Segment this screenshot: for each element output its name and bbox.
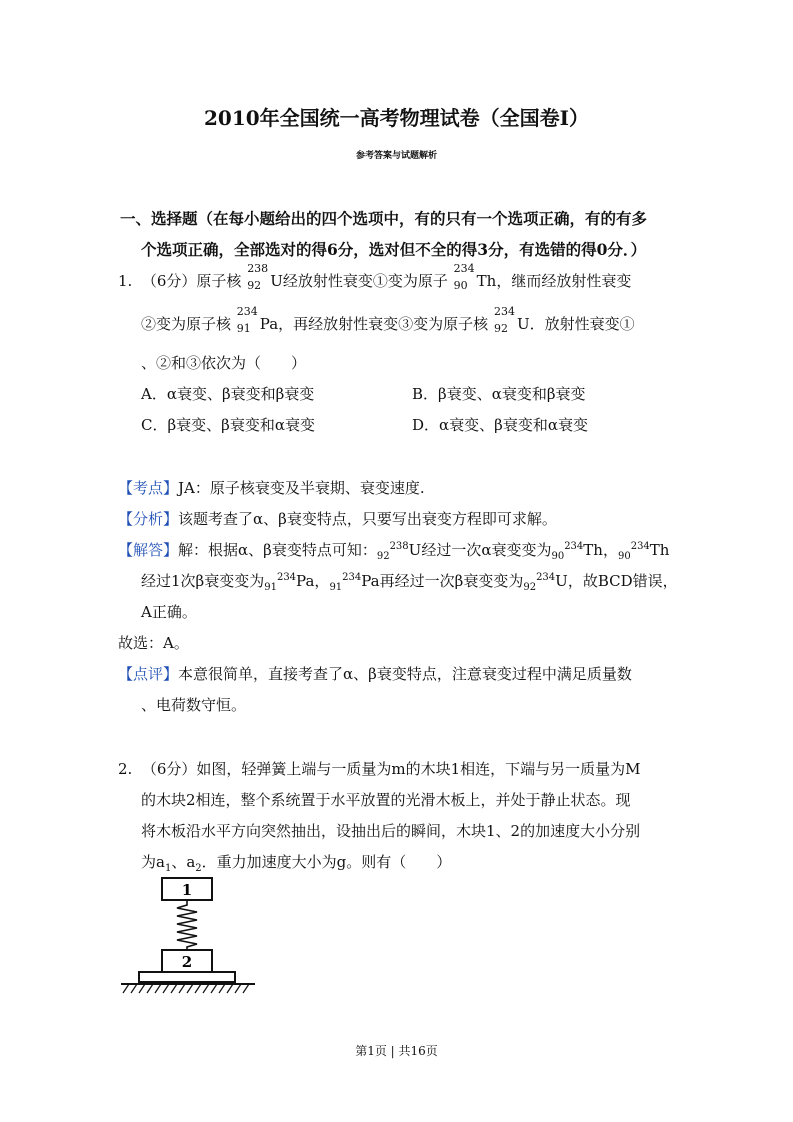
spring-block-diagram (115, 872, 265, 1002)
fenxi-tag: 【分析】 (118, 510, 179, 528)
jieda-line2: 经过1次β衰变变为$_{91}^{234}$Pa，$_{91}^{234}$Pa再经过一次β衰变变为$_{92}^{234}$U，故BCD错误， (141, 572, 678, 593)
dianping-line2: 、电荷数守恒。 (141, 696, 247, 714)
nuclide-pa234: 234 91 (236, 305, 258, 335)
option-a: A．α衰变、β衰变和β衰变 (141, 385, 315, 403)
question-number: 1. (118, 272, 133, 290)
spring (177, 900, 197, 950)
jieda-line3: A正确。 (141, 603, 197, 621)
block-2-label: 2 (181, 953, 193, 971)
jieda-tag: 【解答】 (118, 541, 179, 559)
page-subtitle: 参考答案与试题解析 (355, 151, 437, 161)
question-1-line1: 1. （6分）原子核 238 92 U经放射性衰变①变为原子 234 90 Th，继而经放射性衰变 (118, 262, 632, 292)
kaodian-line: 【考点】JA：原子核衰变及半衰期、衰变速度. (118, 479, 425, 497)
nuclide-u234: 234 92 (493, 305, 515, 335)
option-c: C．β衰变、β衰变和α衰变 (141, 416, 315, 434)
nuclide-u238: 238 92 (247, 262, 269, 292)
question-1-line2: ②变为原子核 234 91 Pa，再经放射性衰变③变为原子核 234 92 U．放射性衰变① (141, 305, 635, 335)
dianping-tag: 【点评】 (118, 665, 179, 683)
jieda-line1: 【解答】解：根据α、β衰变特点可知：$_{92}^{238}$U经过一次α衰变变为$_{90}^{234}$Th，$_{90}^{234}$Th (118, 541, 670, 562)
question-2-line3: 将木板沿水平方向突然抽出，设抽出后的瞬间，木块1、2的加速度大小分别 (141, 822, 641, 840)
kaodian-tag: 【考点】 (118, 479, 179, 497)
fenxi-line: 【分析】该题考查了α、β衰变特点，只要写出衰变方程即可求解。 (118, 510, 557, 528)
nuclide-th234: 234 90 (453, 262, 475, 292)
question-2-line2: 的木块2相连，整个系统置于水平放置的光滑木板上，并处于静止状态。现 (141, 791, 631, 809)
question-number: 2. (118, 760, 133, 778)
board (139, 972, 235, 982)
question-1-line3: 、②和③依次为（ ） (141, 354, 307, 372)
section-header-line1: 一、选择题（在每小题给出的四个选项中，有的只有一个选项正确，有的有多 (120, 209, 648, 228)
option-b: B．β衰变、α衰变和β衰变 (412, 385, 586, 403)
page-title: 2010年全国统一高考物理试卷（全国卷Ⅰ） (203, 106, 590, 130)
page-footer: 第1页 | 共16页 (355, 1044, 438, 1058)
question-2-line1: 2. （6分）如图，轻弹簧上端与一质量为m的木块1相连，下端与另一质量为M (118, 760, 641, 778)
option-d: D．α衰变、β衰变和α衰变 (412, 416, 588, 434)
ground-hatch (123, 984, 249, 993)
section-header-line2: 个选项正确，全部选对的得6分，选对但不全的得3分，有选错的得0分．） (141, 240, 647, 259)
block-1-label: 1 (181, 881, 193, 899)
answer-choice: 故选：A。 (118, 634, 189, 652)
dianping-line1: 【点评】本意很简单，直接考查了α、β衰变特点，注意衰变过程中满足质量数 (118, 665, 632, 683)
question-2-line4: 为$a_1$、$a_2$．重力加速度大小为g。则有（ ） (141, 853, 452, 874)
